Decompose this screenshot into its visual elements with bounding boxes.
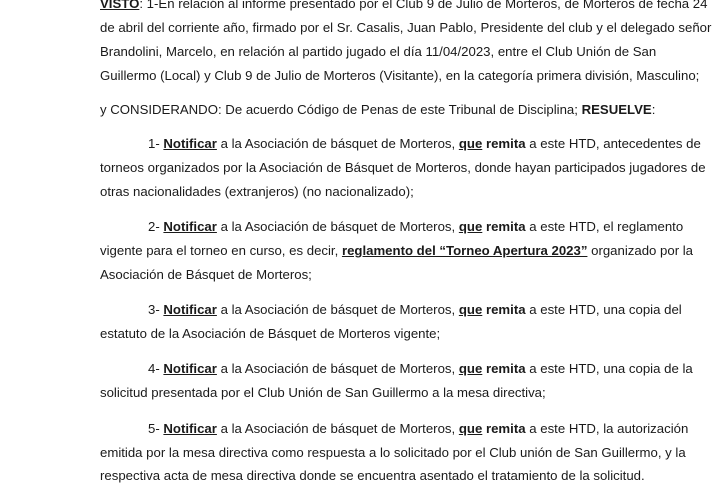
notificar-4: Notificar [163, 361, 217, 376]
item-1-line-2: torneos organizados por la Asociación de Básquet de Morteros, donde hayan participados jugadores de [100, 160, 706, 175]
notificar-1: Notificar [163, 136, 217, 151]
visto-line-1: VISTO: 1-En relación al informe presentado por el Club 9 de Julio de Morteros, de Morteros de fecha 24 [100, 0, 655, 14]
visto-line-4: Guillermo (Local) y Club 9 de Julio de Morteros (Visitante), en la categoría primera división, Masculino; [100, 68, 700, 83]
item-2-line-1: 2- Notificar a la Asociación de básquet de Morteros, que remita a este HTD, el reglamento [148, 219, 684, 234]
item-1-line-3: otras nacionalidades (extranjeros) (no nacionalizado); [100, 184, 414, 199]
item-5-line-1: 5- Notificar a la Asociación de básquet de Morteros, que remita a este HTD, la autorización [148, 421, 689, 436]
considerando-line: y CONSIDERANDO: De acuerdo Código de Penas de este Tribunal de Disciplina; RESUELVE: [100, 102, 656, 117]
notificar-3: Notificar [163, 302, 217, 317]
visto-line-3: Brandolini, Marcelo, en relación al partido jugado el día 11/04/2023, entre el Club Unión de San [100, 44, 657, 59]
item-4-line-1: 4- Notificar a la Asociación de básquet de Morteros, que remita a este HTD, una copia de la [148, 361, 693, 376]
item-5-line-3: respectiva acta de mesa directiva donde se encuentra asentado el tratamiento de la solicitud. [100, 468, 645, 483]
item-5-line-2: emitida por la mesa directiva como respuesta a lo solicitado por el Club unión de San Guillermo, y la [100, 445, 686, 460]
item-1-line-1: 1- Notificar a la Asociación de básquet de Morteros, que remita a este HTD, antecedentes de [148, 136, 701, 151]
item-2-line-3: Asociación de Básquet de Morteros; [100, 267, 312, 282]
item-3-line-1: 3- Notificar a la Asociación de básquet de Morteros, que remita a este HTD, una copia del [148, 302, 682, 317]
reglamento-link-text: reglamento del “Torneo Apertura 2023” [341, 243, 588, 258]
item-4-line-2: solicitud presentada por el Club Unión de San Guillermo a la mesa directiva; [100, 385, 546, 400]
item-2-line-2: vigente para el torneo en curso, es decir, reglamento del “Torneo Apertura 2023” organizado por la [100, 243, 694, 258]
resuelve-label: RESUELVE [581, 102, 652, 117]
item-3-line-2: estatuto de la Asociación de Básquet de Morteros vigente; [100, 326, 441, 341]
notificar-5: Notificar [163, 421, 217, 436]
visto-label: VISTO [100, 0, 140, 11]
visto-line-2: de abril del corriente año, firmado por el Sr. Casalis, Juan Pablo, Presidente del club y el delegado señor [100, 20, 712, 35]
notificar-2: Notificar [163, 219, 217, 234]
